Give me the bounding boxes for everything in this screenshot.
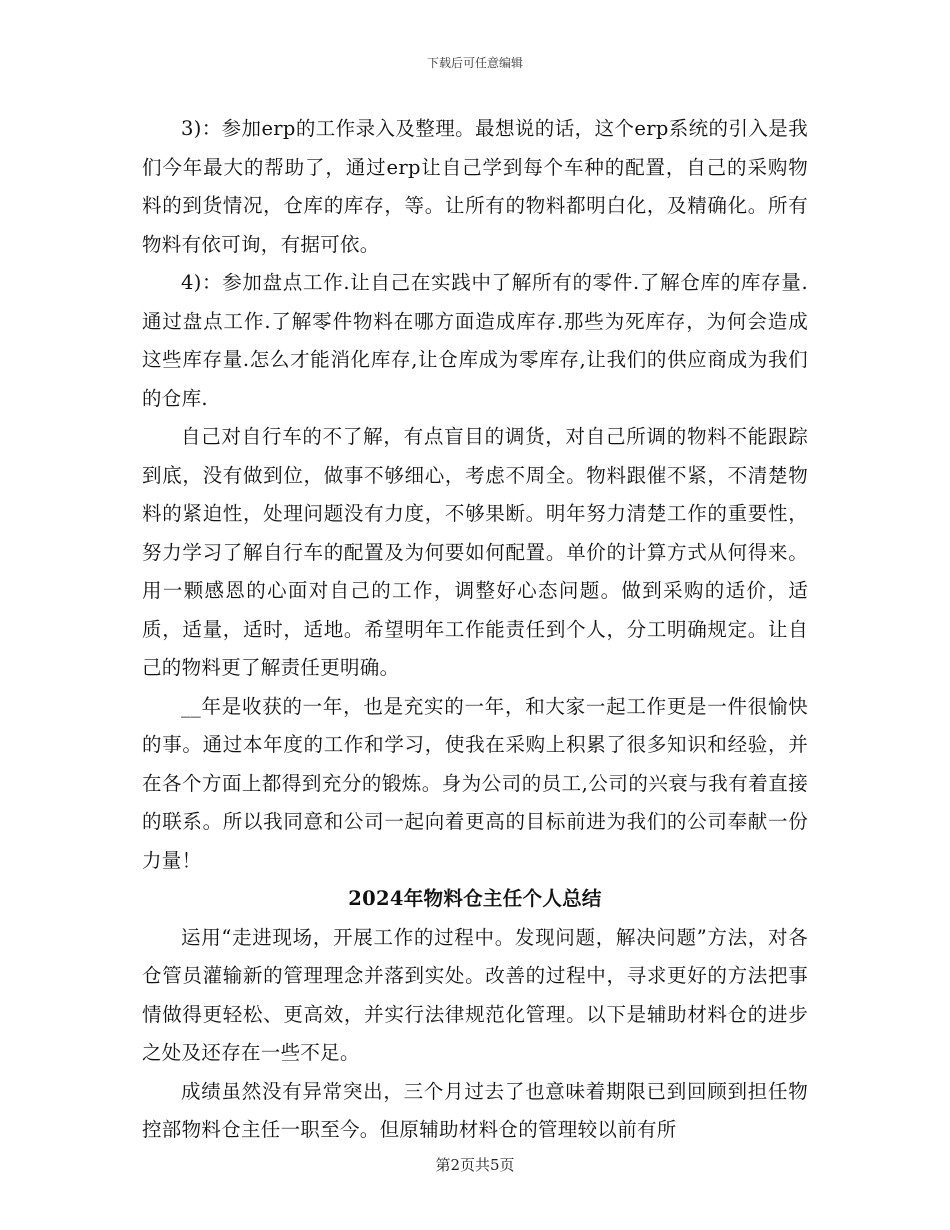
document-body [142, 110, 808, 1150]
section-title: 2024年物料仓主任个人总结 [348, 887, 602, 910]
paragraph-inventory: 4)：参加盘点工作.让自己在实践中了解所有的零件.了解仓库的库存量.通过盘点工作.了解零件物料在哪方面造成库存.那些为死库存，为何会造成这些库存量.怎么才能消化库存,让仓库成为零库存,让我们的供应商成为我们的仓库. [142, 271, 808, 410]
paragraph-method: 运用“走进现场，开展工作的过程中。发现问题，解决问题”方法，对各仓管员灌输新的管理理念并落到实处。改善的过程中，寻求更好的方法把事情做得更轻松、更高效，并实行法律规范化管理。以下是辅助材料仓的进步之处及还存在一些不足。 [142, 925, 808, 1064]
paragraph-year-summary: __年是收获的一年，也是充实的一年，和大家一起工作更是一件很愉快的事。通过本年度的工作和学习，使我在采购上积累了很多知识和经验，并在各个方面上都得到充分的锻炼。身为公司的员工,公司的兴衰与我有着直接的联系。所以我同意和公司一起向着更高的目标前进为我们的公司奉献一份力量！ [142, 694, 808, 872]
page-header: 下载后可任意编辑 [426, 56, 523, 70]
paragraph-erp: 3)：参加erp的工作录入及整理。最想说的话，这个erp系统的引入是我们今年最大的帮助了，通过erp让自己学到每个车种的配置，自己的采购物料的到货情况，仓库的库存，等。让所有的物料都明白化，及精确化。所有物料有依可询，有据可依。 [142, 117, 808, 256]
paragraph-self-review: 自己对自行车的不了解，有点盲目的调货，对自己所调的物料不能跟踪到底，没有做到位，做事不够细心，考虑不周全。物料跟催不紧，不清楚物料的紧迫性，处理问题没有力度，不够果断。明年努力清楚工作的重要性，努力学习了解自行车的配置及为何要如何配置。单价的计算方式从何得来。用一颗感恩的心面对自己的工作，调整好心态问题。做到采购的适价，适质，适量，适时，适地。希望明年工作能责任到个人，分工明确规定。让自己的物料更了解责任更明确。 [142, 425, 808, 679]
paragraph-achievement: 成绩虽然没有异常突出，三个月过去了也意味着期限已到回顾到担任物控部物料仓主任一职至今。但原辅助材料仓的管理较以前有所 [142, 1079, 808, 1141]
page-footer: 第2页共5页 [435, 1156, 515, 1174]
